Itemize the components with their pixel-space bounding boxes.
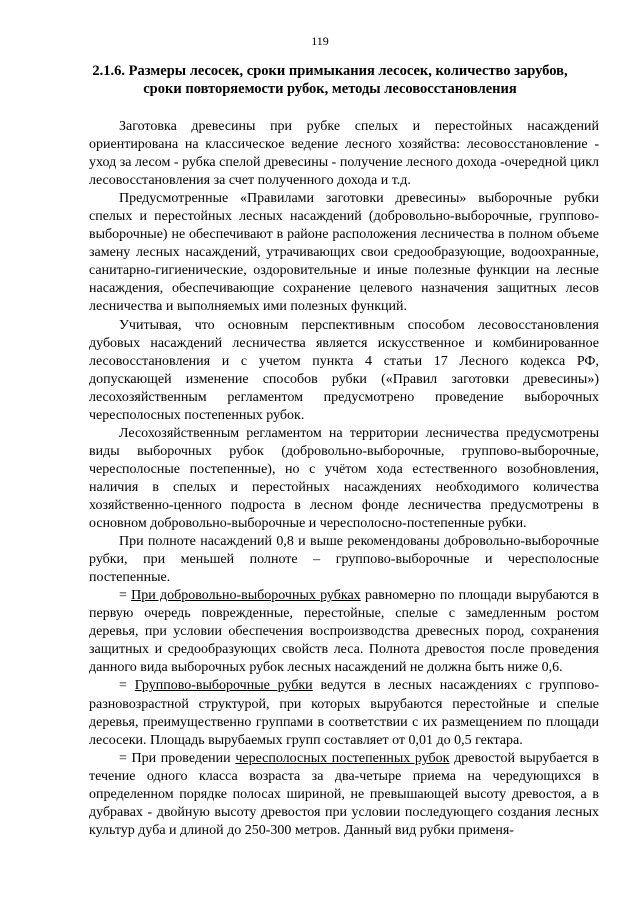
- paragraph-4: Лесохозяйственным регламентом на территории лесничества предусмотрены виды выборочных рубок (добровольно-выборочные, группово-выборочные, чересполосные постепенные), но с учётом хода естественного возобновления, наличия в спелых и перестойных насаждениях необходимого количества хозяйственно-ценного подроста в лесном фонде лесничества предусмотрены в основном добровольно-выборочные и чересполосно-постепенные рубки.: [89, 425, 599, 532]
- paragraph-7-rest: ведутся в лесных насаждениях с группово-разновозрастной структурой, при которых вырубаются перестойные и спелые деревья, преимущественно группами в соответствии с их размещением по площади лесосеки. Площадь вырубаемых групп составляет от 0,01 до 0,5 гектара.: [89, 678, 599, 748]
- paragraph-8: [89, 750, 599, 840]
- section-heading: [80, 62, 580, 98]
- body-text: [89, 118, 599, 840]
- paragraph-7-prefix: =: [119, 678, 135, 694]
- paragraph-5: При полноте насаждений 0,8 и выше рекомендованы добровольно-выборочные рубки, при меньшей полноте – группово-выборочные и чересполосные постепенные.: [89, 534, 599, 586]
- paragraph-1: Заготовка древесины при рубке спелых и перестойных насаждений ориентирована на классическое ведение лесного хозяйства: лесовосстановление - уход за лесом - рубка спелой древесины - получение лесного дохода -очередной цикл лесовосстановления за счет полученного дохода и т.д.: [89, 119, 599, 189]
- paragraph-3: Учитывая, что основным перспективным способом лесовосстановления дубовых насаждений лесничества является искусственное и комбинированное лесовосстановления и с учетом пункта 4 статьи 17 Лесного кодекса РФ, допускающей изменение способов рубки («Правил заготовки древесины») лесохозяйственным регламентом предусмотрено проведение выборочных чересполосных постепенных рубок.: [89, 317, 599, 423]
- paragraph-8-term: чересполосных постепенных рубок: [235, 750, 450, 766]
- paragraph-6-rest: равномерно по площади вырубаются в первую очередь поврежденные, перестойные, спелые с замедленным ростом деревья, при условии обеспечения воспроизводства древесных пород, сохранения защитных и средообразующих свойств леса. Полнота древостоя после проведения данного вида выборочных рубок лесных насаждений не должна быть ниже 0,6.: [89, 588, 600, 676]
- paragraph-6-prefix: =: [119, 588, 132, 604]
- paragraph-2: Предусмотренные «Правилами заготовки древесины» выборочные рубки спелых и перестойных лесных насаждений (добровольно-выборочные, группово-выборочные) не обеспечивают в районе расположения лесничества в полном объеме замену лесных насаждений, утрачивающих свои средообразующие, водоохранные, санитарно-гигиенические, оздоровительные и иные полезные функции на лесные насаждения, обеспечивающие сохранение целевого назначения защитных лесов лесничества и выполняемых ими полезных функций.: [89, 191, 599, 315]
- page-number: 119: [311, 34, 329, 48]
- paragraph-8-prefix: = При проведении: [119, 750, 236, 766]
- paragraph-7-term: Группово-выборочные рубки: [134, 678, 313, 694]
- heading-line-2: сроки повторяемости рубок, методы лесовосстановления: [143, 81, 517, 97]
- paragraph-7: [89, 677, 599, 749]
- paragraph-6: [89, 587, 599, 677]
- paragraph-6-term: При добровольно-выборочных рубках: [131, 588, 361, 604]
- heading-line-1: 2.1.6. Размеры лесосек, сроки примыкания лесосек, количество зарубов,: [92, 63, 568, 79]
- paragraph-8-rest: древостой вырубается в течение одного класса возраста за два-четыре приема на чередующихся в определенном порядке полосах шириной, не превышающей высоту древостоя, а в дубравах - двойную высоту древостоя при условии последующего создания лесных культур дуба и длиной до 250-300 метров. Данный вид рубки применя-: [89, 750, 599, 838]
